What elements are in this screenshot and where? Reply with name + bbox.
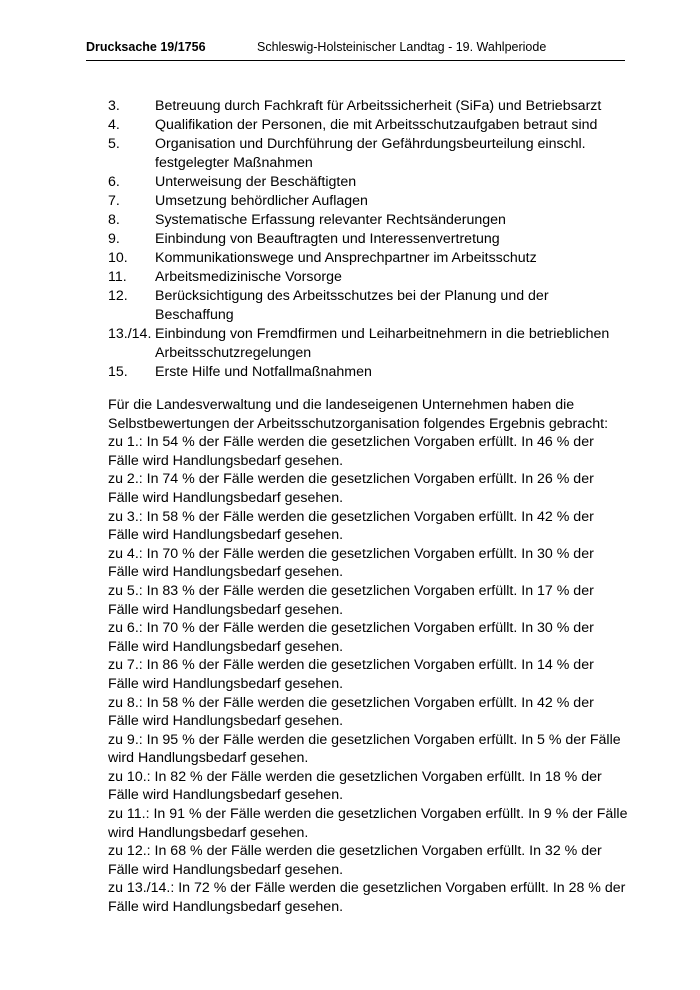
result-paragraph: zu 9.: In 95 % der Fälle werden die gesetzlichen Vorgaben erfüllt. In 5 % der Fälle wird Handlungsbedarf gesehen. bbox=[108, 731, 621, 767]
list-item-text: Einbindung von Beauftragten und Interessenvertretung bbox=[155, 231, 500, 247]
list-item-number: 9. bbox=[108, 231, 120, 247]
criteria-list bbox=[108, 97, 628, 382]
list-item-text: Systematische Erfassung relevanter Rechtsänderungen bbox=[155, 212, 506, 228]
result-paragraph: zu 6.: In 70 % der Fälle werden die gesetzlichen Vorgaben erfüllt. In 30 % der Fälle wird Handlungsbedarf gesehen. bbox=[108, 620, 594, 655]
list-item-text: Organisation und Durchführung der Gefährdungsbeurteilung einschl. festgelegter Maßnahmen bbox=[155, 136, 586, 171]
list-item-text: Berücksichtigung des Arbeitsschutzes bei der Planung und der Beschaffung bbox=[155, 288, 549, 323]
parliament-title: Schleswig-Holsteinischer Landtag - 19. Wahlperiode bbox=[257, 40, 547, 54]
list-item-text: Einbindung von Fremdfirmen und Leiharbeitnehmern in die betrieblichen Arbeitsschutzregelungen bbox=[155, 326, 610, 361]
result-paragraph: zu 12.: In 68 % der Fälle werden die gesetzlichen Vorgaben erfüllt. In 32 % der Fälle wird Handlungsbedarf gesehen. bbox=[108, 843, 602, 878]
list-item-number: 4. bbox=[108, 117, 120, 133]
result-paragraph: zu 7.: In 86 % der Fälle werden die gesetzlichen Vorgaben erfüllt. In 14 % der Fälle wird Handlungsbedarf gesehen. bbox=[108, 657, 594, 692]
list-item-text: Qualifikation der Personen, die mit Arbeitsschutzaufgaben betraut sind bbox=[155, 117, 598, 133]
list-item-text: Erste Hilfe und Notfallmaßnahmen bbox=[155, 364, 372, 380]
list-item-text: Betreuung durch Fachkraft für Arbeitssicherheit (SiFa) und Betriebsarzt bbox=[155, 98, 602, 114]
list-item bbox=[108, 287, 628, 325]
list-item-text: Arbeitsmedizinische Vorsorge bbox=[155, 269, 342, 285]
page-header bbox=[86, 38, 625, 61]
list-item-text: Kommunikationswege und Ansprechpartner im Arbeitsschutz bbox=[155, 250, 537, 266]
list-item bbox=[108, 249, 628, 268]
result-paragraph: zu 11.: In 91 % der Fälle werden die gesetzlichen Vorgaben erfüllt. In 9 % der Fälle wird Handlungsbedarf gesehen. bbox=[108, 806, 628, 841]
list-item bbox=[108, 173, 628, 192]
list-item bbox=[108, 230, 628, 249]
list-item-number: 13./14. bbox=[108, 326, 152, 342]
result-paragraph: zu 8.: In 58 % der Fälle werden die gesetzlichen Vorgaben erfüllt. In 42 % der Fälle wird Handlungsbedarf gesehen. bbox=[108, 694, 594, 730]
results-section bbox=[108, 396, 628, 917]
list-item bbox=[108, 211, 628, 230]
list-item-number: 10. bbox=[108, 250, 128, 266]
list-item bbox=[108, 325, 628, 363]
result-paragraph: zu 5.: In 83 % der Fälle werden die gesetzlichen Vorgaben erfüllt. In 17 % der Fälle wird Handlungsbedarf gesehen. bbox=[108, 582, 594, 618]
list-item-number: 11. bbox=[108, 269, 127, 285]
list-item-number: 8. bbox=[108, 212, 120, 228]
list-item bbox=[108, 268, 628, 287]
list-item bbox=[108, 135, 628, 173]
list-item-number: 5. bbox=[108, 136, 120, 152]
result-paragraph: zu 1.: In 54 % der Fälle werden die gesetzlichen Vorgaben erfüllt. In 46 % der Fälle wird Handlungsbedarf gesehen. bbox=[108, 434, 594, 469]
document-number: Drucksache 19/1756 bbox=[86, 40, 206, 54]
list-item bbox=[108, 97, 628, 116]
list-item bbox=[108, 192, 628, 211]
result-paragraph: zu 13./14.: In 72 % der Fälle werden die gesetzlichen Vorgaben erfüllt. In 28 % der Fälle wird Handlungsbedarf gesehen. bbox=[108, 880, 626, 916]
intro-paragraph: Für die Landesverwaltung und die landeseigenen Unternehmen haben die Selbstbewertungen der Arbeitsschutzorganisation folgendes Ergebnis gebracht: bbox=[108, 397, 609, 432]
list-item-number: 7. bbox=[108, 193, 120, 209]
list-item bbox=[108, 363, 628, 382]
result-paragraph: zu 4.: In 70 % der Fälle werden die gesetzlichen Vorgaben erfüllt. In 30 % der Fälle wird Handlungsbedarf gesehen. bbox=[108, 545, 594, 581]
result-paragraph: zu 3.: In 58 % der Fälle werden die gesetzlichen Vorgaben erfüllt. In 42 % der Fälle wird Handlungsbedarf gesehen. bbox=[108, 508, 594, 544]
list-item-text: Umsetzung behördlicher Auflagen bbox=[155, 193, 368, 209]
list-item-number: 12. bbox=[108, 288, 128, 304]
list-item-number: 3. bbox=[108, 98, 120, 114]
list-item-number: 15. bbox=[108, 364, 128, 380]
list-item-text: Unterweisung der Beschäftigten bbox=[155, 174, 357, 190]
result-paragraph: zu 2.: In 74 % der Fälle werden die gesetzlichen Vorgaben erfüllt. In 26 % der Fälle wird Handlungsbedarf gesehen. bbox=[108, 471, 594, 506]
list-item bbox=[108, 116, 628, 135]
result-paragraph: zu 10.: In 82 % der Fälle werden die gesetzlichen Vorgaben erfüllt. In 18 % der Fälle wird Handlungsbedarf gesehen. bbox=[108, 768, 602, 804]
list-item-number: 6. bbox=[108, 174, 120, 190]
